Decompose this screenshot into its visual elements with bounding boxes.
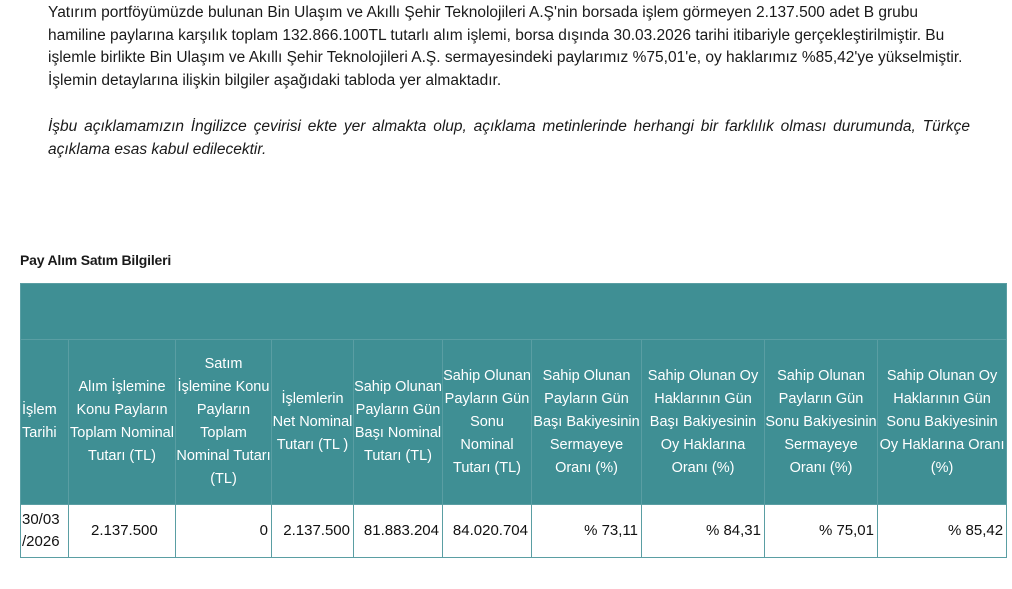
table-header-band xyxy=(21,284,1007,340)
cell-date: 30/03 /2026 xyxy=(21,505,69,558)
col-header-end-nominal: Sahip Olunan Payların Gün Sonu Nominal Tutarı (TL) xyxy=(443,340,532,505)
col-header-start-capital-ratio: Sahip Olunan Payların Gün Başı Bakiyesinin Sermayeye Oranı (%) xyxy=(532,340,642,505)
col-header-start-nominal: Sahip Olunan Payların Gün Başı Nominal Tutarı (TL) xyxy=(354,340,443,505)
cell-start-nominal: 81.883.204 xyxy=(354,505,443,558)
share-transaction-table xyxy=(20,283,1007,558)
col-header-sell-nominal: Satım İşlemine Konu Payların Toplam Nominal Tutarı (TL) xyxy=(176,340,272,505)
col-header-buy-nominal: Alım İşlemine Konu Payların Toplam Nominal Tutarı (TL) xyxy=(69,340,176,505)
col-header-start-vote-ratio: Sahip Olunan Oy Haklarının Gün Başı Bakiyesinin Oy Haklarına Oranı (%) xyxy=(642,340,765,505)
col-header-net-nominal: İşlemlerin Net Nominal Tutarı (TL ) xyxy=(272,340,354,505)
translation-note: İşbu açıklamamızın İngilizce çevirisi ekte yer almakta olup, açıklama metinlerinde herhangi bir farklılık olması durumunda, Türkçe açıklama esas kabul edilecektir. xyxy=(48,118,970,158)
cell-end-nominal: 84.020.704 xyxy=(443,505,532,558)
intro-paragraph: Yatırım portföyümüzde bulunan Bin Ulaşım ve Akıllı Şehir Teknolojileri A.Ş'nin borsada işlem görmeyen 2.137.500 adet B grubu hamiline paylarına karşılık toplam 132.866.100TL tutarlı alım işlemi, borsa dışında 30.03.2026 tarihi itibariyle gerçekleştirilmiştir. Bu işlemle birlikte Bin Ulaşım ve Akıllı Şehir Teknolojileri A.Ş. sermayesindeki paylarımız %75,01'e, oy haklarımız %85,42'ye yükselmiştir. İşlemin detaylarına ilişkin bilgiler aşağıdaki tabloda yer almaktadır. xyxy=(48,4,963,89)
cell-buy-nominal: 2.137.500 xyxy=(69,505,176,558)
cell-end-capital-ratio: % 75,01 xyxy=(765,505,878,558)
cell-net-nominal: 2.137.500 xyxy=(272,505,354,558)
section-title: Pay Alım Satım Bilgileri xyxy=(20,252,172,268)
table-header-row xyxy=(21,340,1007,505)
table-row xyxy=(21,505,1007,558)
col-header-date: İşlem Tarihi xyxy=(21,340,69,505)
cell-end-vote-ratio: % 85,42 xyxy=(878,505,1007,558)
cell-sell-nominal: 0 xyxy=(176,505,272,558)
col-header-end-capital-ratio: Sahip Olunan Payların Gün Sonu Bakiyesinin Sermayeye Oranı (%) xyxy=(765,340,878,505)
cell-start-capital-ratio: % 73,11 xyxy=(532,505,642,558)
col-header-end-vote-ratio: Sahip Olunan Oy Haklarının Gün Sonu Bakiyesinin Oy Haklarına Oranı (%) xyxy=(878,340,1007,505)
cell-start-vote-ratio: % 84,31 xyxy=(642,505,765,558)
